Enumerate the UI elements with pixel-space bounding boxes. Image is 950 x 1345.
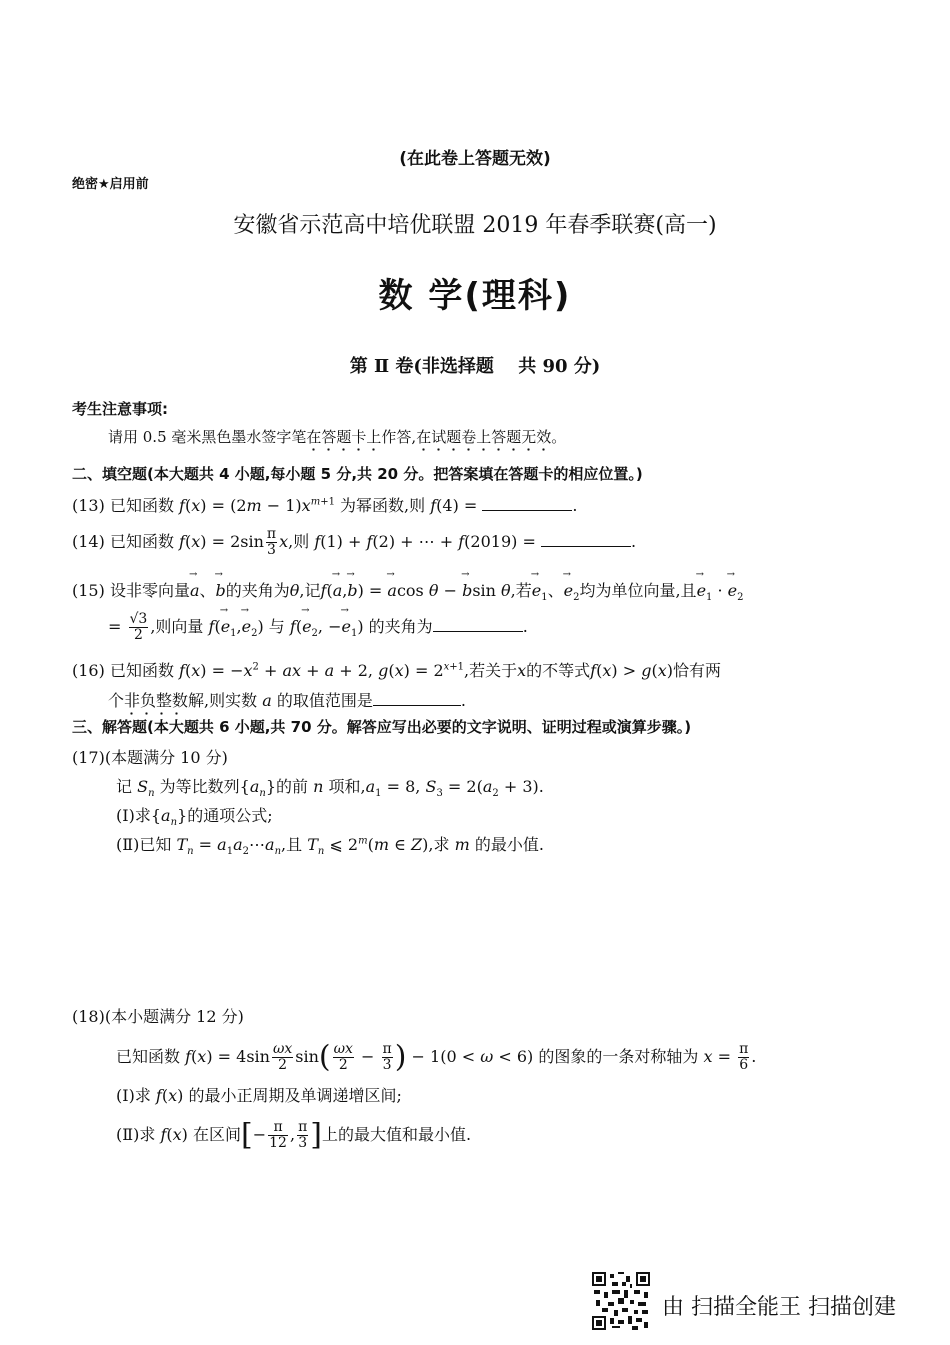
- question-18-part1: (Ⅰ)求 f(x) 的最小正周期及单调递增区间;: [116, 1086, 402, 1105]
- answer-blank-15: [433, 617, 523, 632]
- answer-blank-14: [541, 532, 631, 547]
- question-18-stem: 已知函数 f(x) = 4sin $\frac{\omega x}{2}$ sin( $\frac{\omega x}{2}$ − $\frac{\pi}{3}$ ) − 1(0 < ω < 6) 的图象的一条对称轴为 x = $\frac{\pi}{6}$ .: [116, 1039, 757, 1075]
- subject-title: 数 学(理科): [378, 276, 572, 316]
- part2-heading: 二、填空题(本大题共 4 小题,每小题 5 分,共 20 分。把答案填在答题卡的相应位置。): [72, 465, 643, 483]
- scanner-watermark: 由 扫描全能王 扫描创建: [662, 1295, 896, 1320]
- qr-code-icon: [592, 1272, 650, 1330]
- secret-label: 绝密★启用前: [72, 177, 149, 192]
- question-17-stem: 记 $S_n$ 为等比数列$\{a_n\}$的前 n 项和$,a_1 = 8$, $S_3 = 2(a_2 + 3)$.: [116, 777, 544, 800]
- answer-blank-16: [373, 691, 461, 706]
- section-title: 第 Ⅱ 卷(非选择题 共 90 分): [349, 356, 601, 377]
- question-16-line1: (16) 已知函数 $f(x) = -x^2$ + ax + a + 2, $g(x) = 2^{x+1}$,若关于x的不等式f(x) > g(x)恰有两: [72, 661, 721, 680]
- question-17-header: (17)(本题满分 10 分): [72, 748, 228, 767]
- exam-notice: (在此卷上答题无效): [399, 149, 551, 169]
- instructions-text: 请用 0.5 毫米黑色墨水签字笔在答题卡上作答,在试题卷上答题无效。: [108, 426, 566, 447]
- question-15-line2: = $\frac{√3}{2}$ ,则向量 $f(\to e_1,\to e_2)$ 与 $f(\to e_2$, −→ $e_1$) 的夹角为 .: [108, 612, 528, 643]
- instructions-heading: 考生注意事项:: [72, 400, 168, 418]
- question-14: (14) 已知函数 f(x) = 2sin $\frac{\pi}{3}$ x,则 f(1) + f(2) + ⋯ + f(2019) = .: [72, 526, 637, 558]
- question-17-part1: (Ⅰ)求$\{a_n\}$的通项公式;: [116, 806, 273, 829]
- question-13: (13) 已知函数 $f(x) = (2m - 1)x^{m+1}$ 为幂函数,则 f(4) = .: [72, 496, 578, 515]
- question-18-header: (18)(本小题满分 12 分): [72, 1007, 244, 1026]
- question-18-part2: (Ⅱ)求 f(x) 在区间[− $\frac{\pi}{12}$ , $\frac{\pi}{3}$ ]上的最大值和最小值.: [116, 1117, 472, 1153]
- question-15-line1: (15) 设非零向量→ a、→ b的夹角为θ,记f(→ a,→ b) = → acos θ − → bsin θ,若→ $e_1$、→ $e_2$均为单位向量,且→ $e_1$ · → $e_2$: [72, 578, 744, 603]
- part3-heading: 三、解答题(本大题共 6 小题,共 70 分。解答应写出必要的文字说明、证明过程或演算步骤。): [72, 718, 692, 736]
- answer-blank-13: [482, 496, 572, 511]
- question-16-line2: 个非负整数解,则实数 a 的取值范围是 .: [108, 688, 466, 711]
- question-17-part2: (Ⅱ)已知 $T_n$ = $a_1a_2\cdots a_n$,且 $T_n$ ⩽ 2$^m$(m ∈ Z),求 m 的最小值.: [116, 835, 544, 858]
- exam-title: 安徽省示范高中培优联盟 2019 年春季联赛(高一): [233, 213, 717, 238]
